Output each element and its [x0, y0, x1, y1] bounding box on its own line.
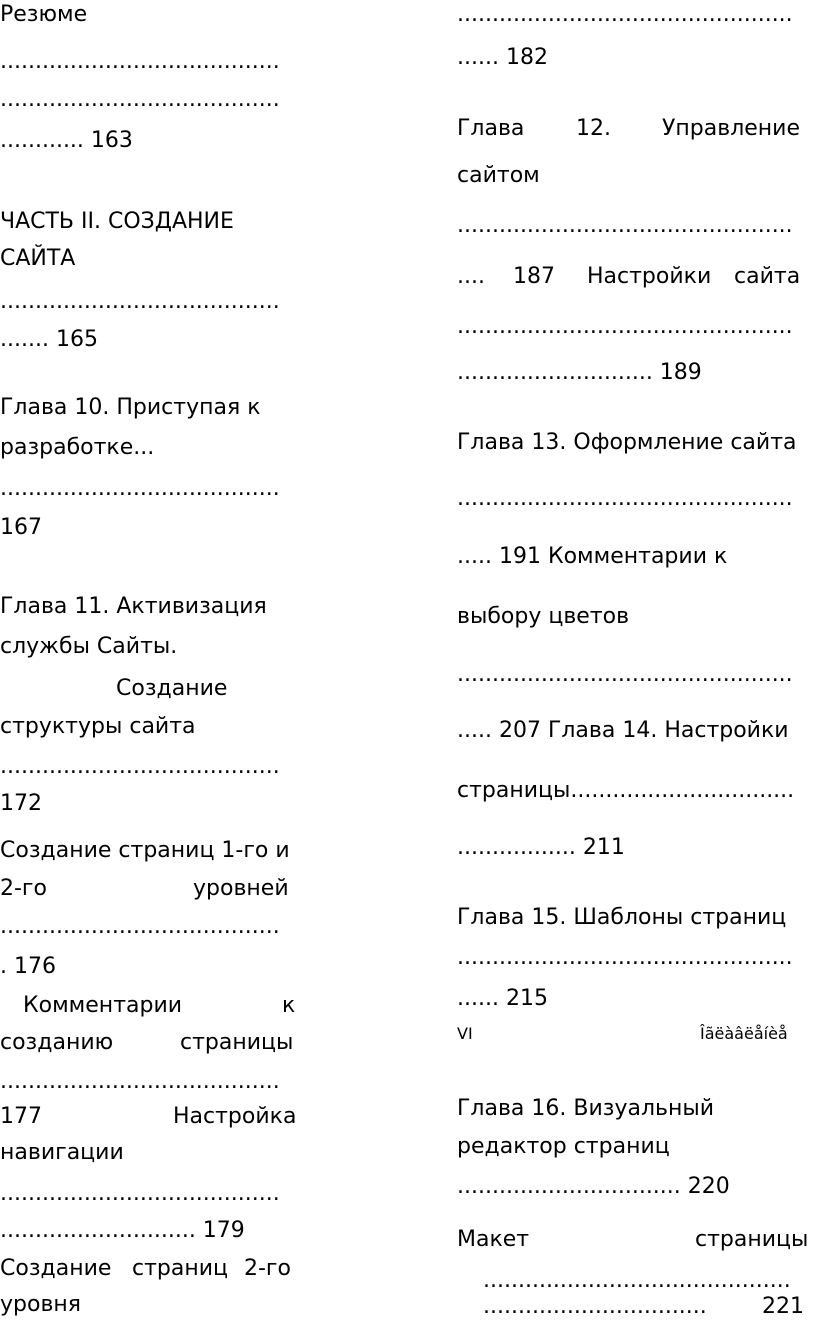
toc-chapter-title: Глава 10. Приступая к [0, 395, 261, 420]
toc-chapter-title: Глава 11. Активизация [0, 594, 267, 619]
toc-chapter-title: Глава 16. Визуальный [457, 1096, 715, 1121]
toc-leader-dots: ........................................ [0, 1069, 280, 1094]
toc-page-number: ............ 163 [0, 128, 133, 153]
toc-leader-dots: ........................................ [0, 754, 280, 779]
toc-part-heading: ЧАСТЬ II. СОЗДАНИЕ [0, 209, 234, 234]
page-footer-title: Îãëàâëåíèå [700, 1024, 788, 1043]
toc-page-number: 187 [513, 264, 555, 289]
toc-leader-dots: ............................................ [483, 1268, 791, 1293]
toc-chapter-title: 12. [576, 116, 611, 141]
toc-page-number: ..... 207 Глава 14. Настройки [457, 718, 789, 743]
toc-section-title: сайта [734, 264, 801, 289]
toc-page-number: ................................ 220 [457, 1174, 730, 1199]
toc-section-title: Настройка [173, 1104, 297, 1129]
toc-page-number: ............................ 189 [457, 360, 702, 385]
toc-part-heading: САЙТА [0, 246, 76, 271]
toc-leader-dots: ................................................ [457, 945, 793, 970]
toc-section-title: уровней [193, 876, 289, 901]
toc-section-title: структуры сайта [0, 714, 196, 739]
toc-section-title: выбору цветов [457, 604, 630, 629]
toc-section-title: страниц [132, 1256, 229, 1281]
toc-section-title: Создание [116, 676, 228, 701]
toc-chapter-title: страницы................................ [457, 778, 795, 803]
toc-leader-dots: ........................................ [0, 476, 280, 501]
toc-chapter-title: редактор страниц [457, 1134, 670, 1159]
toc-page-number: ............................ 179 [0, 1218, 245, 1243]
toc-page-number: .... [457, 264, 485, 289]
toc-page-number: ..... 191 Комментарии к [457, 544, 728, 569]
toc-section-title: Создание [0, 1256, 112, 1281]
toc-chapter-title: Глава 15. Шаблоны страниц [457, 905, 787, 930]
toc-section-title: созданию [0, 1030, 114, 1055]
toc-chapter-title: службы Сайты. [0, 634, 178, 659]
toc-page-number: ....... 165 [0, 327, 98, 352]
toc-leader-dots: ................................ [483, 1294, 707, 1319]
toc-leader-dots: ........................................ [0, 1181, 280, 1206]
toc-section-title: Настройки [587, 264, 712, 289]
toc-section-title: Создание страниц 1-го и [0, 838, 290, 863]
toc-section-title: уровня [0, 1292, 82, 1317]
toc-page-number: 177 [0, 1104, 42, 1129]
toc-chapter-title: Глава 13. Оформление сайта [457, 430, 797, 455]
toc-page-number: 221 [762, 1294, 804, 1319]
toc-line: Резюме [0, 2, 88, 27]
toc-leader-dots: ................................................ [457, 662, 793, 687]
toc-leader-dots: ................................................ [457, 2, 793, 27]
toc-section-title: страницы [180, 1030, 294, 1055]
toc-section-title: страницы [695, 1227, 809, 1252]
toc-page-number: ................. 211 [457, 835, 625, 860]
toc-chapter-title: сайтом [457, 163, 540, 188]
toc-section-title: навигации [0, 1140, 124, 1165]
toc-section-title: к [282, 993, 296, 1018]
toc-section-title: 2-го [244, 1256, 291, 1281]
toc-leader-dots: ........................................ [0, 289, 280, 314]
toc-leader-dots: ........................................ [0, 49, 280, 74]
toc-leader-dots: ................................................ [457, 314, 793, 339]
toc-leader-dots: ................................................ [457, 486, 793, 511]
toc-chapter-title: разработке... [0, 435, 155, 460]
toc-leader-dots: ........................................ [0, 914, 280, 939]
toc-chapter-title: Глава [457, 116, 525, 141]
toc-page-number: 172 [0, 791, 42, 816]
toc-leader-dots: ........................................ [0, 87, 280, 112]
toc-section-title: 2-го [0, 876, 47, 901]
toc-leader-dots: ................................................ [457, 213, 793, 238]
toc-page-number: 167 [0, 515, 42, 540]
toc-section-title: Комментарии [23, 993, 183, 1018]
toc-section-title: Макет [457, 1227, 530, 1252]
page-footer-label: VI [457, 1024, 473, 1043]
toc-page-number: . 176 [0, 954, 56, 979]
toc-page-number: ...... 215 [457, 986, 548, 1011]
toc-chapter-title: Управление [662, 116, 801, 141]
toc-page-number: ...... 182 [457, 45, 548, 70]
